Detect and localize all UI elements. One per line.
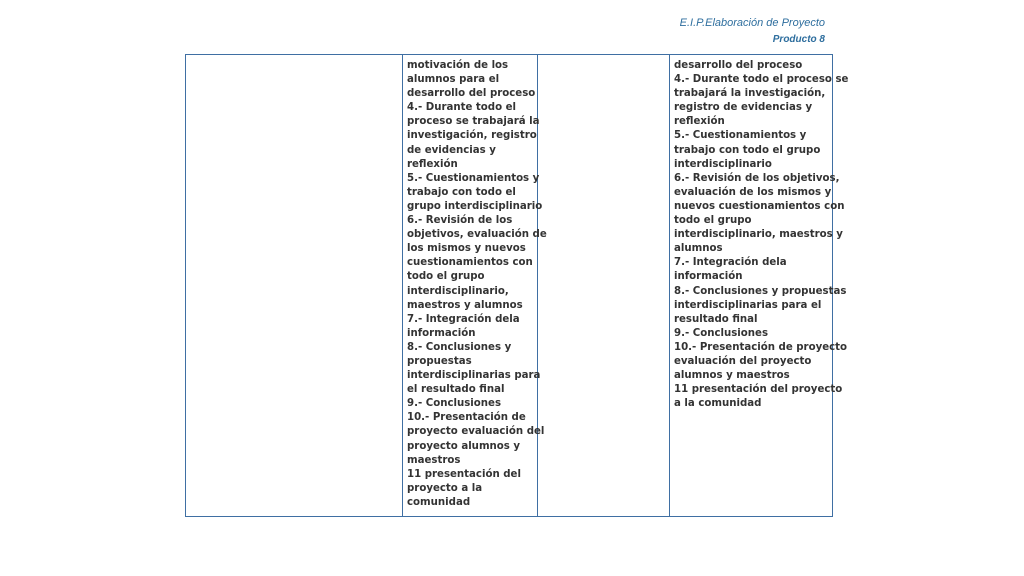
cell-text-line: 5.- Cuestionamientos y — [407, 172, 540, 184]
cell-text-line: desarrollo del proceso — [407, 88, 536, 100]
cell-text-line: trabajo con todo el grupo — [674, 144, 821, 156]
table-cell-col1 — [186, 55, 403, 517]
table-cell-col3 — [538, 55, 670, 517]
cell-text-line: grupo interdisciplinario — [407, 200, 543, 212]
cell-text-line: los mismos y nuevos — [407, 243, 526, 255]
cell-text-line: 4.- Durante todo el proceso se — [674, 74, 849, 86]
cell-text-line: 7.- Integración dela — [407, 313, 520, 325]
cell-text-line: de evidencias y — [407, 144, 496, 156]
cell-text-line: 5.- Cuestionamientos y — [674, 130, 807, 142]
cell-text-line: nuevos cuestionamientos con — [674, 200, 845, 212]
cell-text-line: proceso se trabajará la — [407, 116, 540, 128]
cell-text-line: información — [674, 271, 743, 283]
cell-text-line: alumnos — [674, 243, 723, 255]
cell-text-line: 6.- Revisión de los — [407, 215, 513, 227]
cell-text-line: maestros y alumnos — [407, 299, 523, 311]
cell-text-line: 9.- Conclusiones — [407, 398, 502, 410]
cell-text-line: 8.- Conclusiones y propuestas — [674, 285, 847, 297]
document-header-title: E.I.P.Elaboración de Proyecto — [679, 17, 825, 29]
table-row — [186, 55, 833, 517]
cell-text-line: resultado final — [674, 313, 758, 325]
cell-text-line: alumnos y maestros — [674, 370, 790, 382]
cell-text-line: interdisciplinarias para el — [674, 299, 822, 311]
cell-text-line: motivación de los — [407, 60, 509, 71]
table-cell-col2 — [403, 55, 547, 517]
cell-text-line: el resultado final — [407, 384, 505, 396]
project-table — [185, 54, 849, 517]
cell-text-line: alumnos para el — [407, 74, 500, 86]
cell-text-line: 4.- Durante todo el — [407, 102, 517, 114]
cell-text-line: investigación, registro — [407, 130, 537, 142]
document-header-product: Producto 8 — [772, 34, 825, 45]
cell-text-line: comunidad — [407, 496, 471, 508]
cell-text-line: 11 presentación del — [407, 468, 521, 480]
cell-text-line: evaluación de los mismos y — [674, 186, 832, 198]
cell-text-line: interdisciplinario — [674, 158, 772, 170]
cell-text-line: reflexión — [674, 116, 725, 128]
cell-text-line: información — [407, 327, 476, 339]
cell-text-line: desarrollo del proceso — [674, 60, 803, 71]
cell-text-line: 10.- Presentación de — [407, 412, 526, 424]
cell-text-line: 6.- Revisión de los objetivos, — [674, 172, 840, 184]
cell-text-line: objetivos, evaluación de — [407, 229, 547, 241]
cell-text-line: trabajo con todo el — [407, 186, 516, 198]
cell-text-line: todo el grupo — [407, 271, 485, 283]
cell-text-line: interdisciplinario, — [407, 285, 509, 297]
cell-text-line: interdisciplinario, maestros y — [674, 229, 843, 241]
cell-text-line: todo el grupo — [674, 215, 752, 227]
cell-text-line: maestros — [407, 454, 461, 466]
cell-text-line: reflexión — [407, 158, 458, 170]
cell-text-line: 11 presentación del proyecto — [674, 384, 843, 396]
table-cell-col4 — [670, 55, 849, 517]
cell-text-line: proyecto evaluación del — [407, 426, 545, 438]
cell-text-line: 9.- Conclusiones — [674, 327, 769, 339]
cell-text-line: a la comunidad — [674, 398, 762, 410]
cell-text-line: proyecto alumnos y — [407, 440, 521, 452]
cell-text-line: cuestionamientos con — [407, 257, 533, 269]
cell-text-line: evaluación del proyecto — [674, 355, 812, 367]
cell-text-line: 10.- Presentación de proyecto — [674, 341, 848, 353]
cell-text-line: 8.- Conclusiones y — [407, 341, 512, 353]
cell-text-line: proyecto a la — [407, 482, 483, 494]
cell-text-line: interdisciplinarias para — [407, 370, 541, 382]
cell-text-line: trabajará la investigación, — [674, 88, 826, 100]
cell-text-line: 7.- Integración dela — [674, 257, 787, 269]
cell-text-line: propuestas — [407, 355, 472, 367]
cell-text-line: registro de evidencias y — [674, 102, 813, 114]
